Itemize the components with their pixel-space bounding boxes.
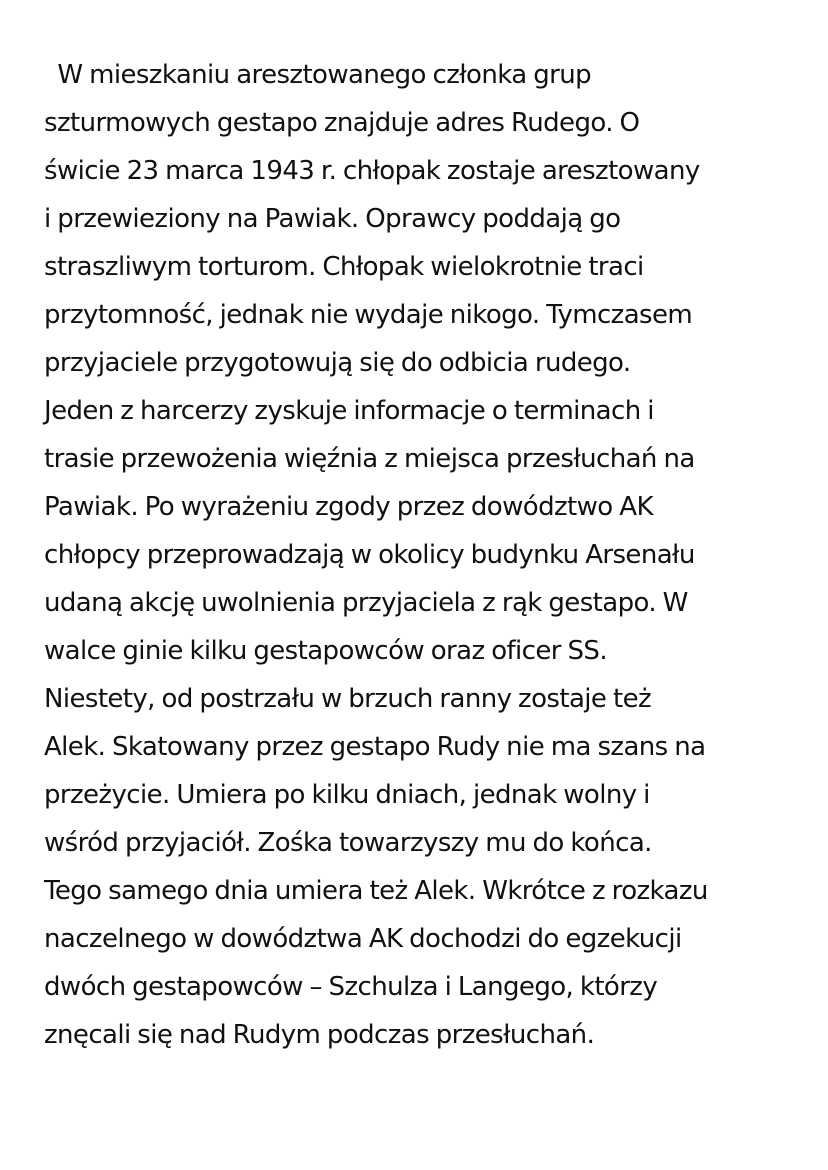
text-line-17: wśród przyjaciół. Zośka towarzyszy mu do końca. bbox=[44, 828, 652, 858]
text-line-14: Niestety, od postrzału w brzuch ranny zostaje też bbox=[44, 684, 652, 714]
text-line-18: Tego samego dnia umiera też Alek. Wkrótce z rozkazu bbox=[44, 876, 708, 906]
text-line-11: chłopcy przeprowadzają w okolicy budynku Arsenału bbox=[44, 540, 695, 570]
text-line-10: Pawiak. Po wyrażeniu zgody przez dowództwo AK bbox=[44, 492, 653, 522]
text-line-4: i przewieziony na Pawiak. Oprawcy poddają go bbox=[44, 204, 621, 234]
text-line-16: przeżycie. Umiera po kilku dniach, jednak wolny i bbox=[44, 780, 650, 810]
text-line-1: W mieszkaniu aresztowanego członka grup bbox=[44, 60, 591, 90]
text-line-8: Jeden z harcerzy zyskuje informacje o terminach i bbox=[44, 396, 654, 426]
text-line-13: walce ginie kilku gestapowców oraz oficer SS. bbox=[44, 636, 607, 666]
text-line-19: naczelnego w dowództwa AK dochodzi do egzekucji bbox=[44, 924, 682, 954]
text-line-7: przyjaciele przygotowują się do odbicia rudego. bbox=[44, 348, 631, 378]
text-line-15: Alek. Skatowany przez gestapo Rudy nie ma szans na bbox=[44, 732, 706, 762]
text-line-20: dwóch gestapowców – Szchulza i Langego, którzy bbox=[44, 972, 658, 1002]
text-line-12: udaną akcję uwolnienia przyjaciela z rąk gestapo. W bbox=[44, 588, 688, 618]
text-line-2: szturmowych gestapo znajduje adres Rudego. O bbox=[44, 108, 640, 138]
text-line-9: trasie przewożenia więźnia z miejsca przesłuchań na bbox=[44, 444, 695, 474]
text-line-3: świcie 23 marca 1943 r. chłopak zostaje aresztowany bbox=[44, 156, 700, 186]
body-paragraph bbox=[44, 51, 814, 1059]
text-line-6: przytomność, jednak nie wydaje nikogo. Tymczasem bbox=[44, 300, 693, 330]
text-line-5: straszliwym torturom. Chłopak wielokrotnie traci bbox=[44, 252, 644, 282]
text-line-21: znęcali się nad Rudym podczas przesłuchań. bbox=[44, 1020, 595, 1050]
